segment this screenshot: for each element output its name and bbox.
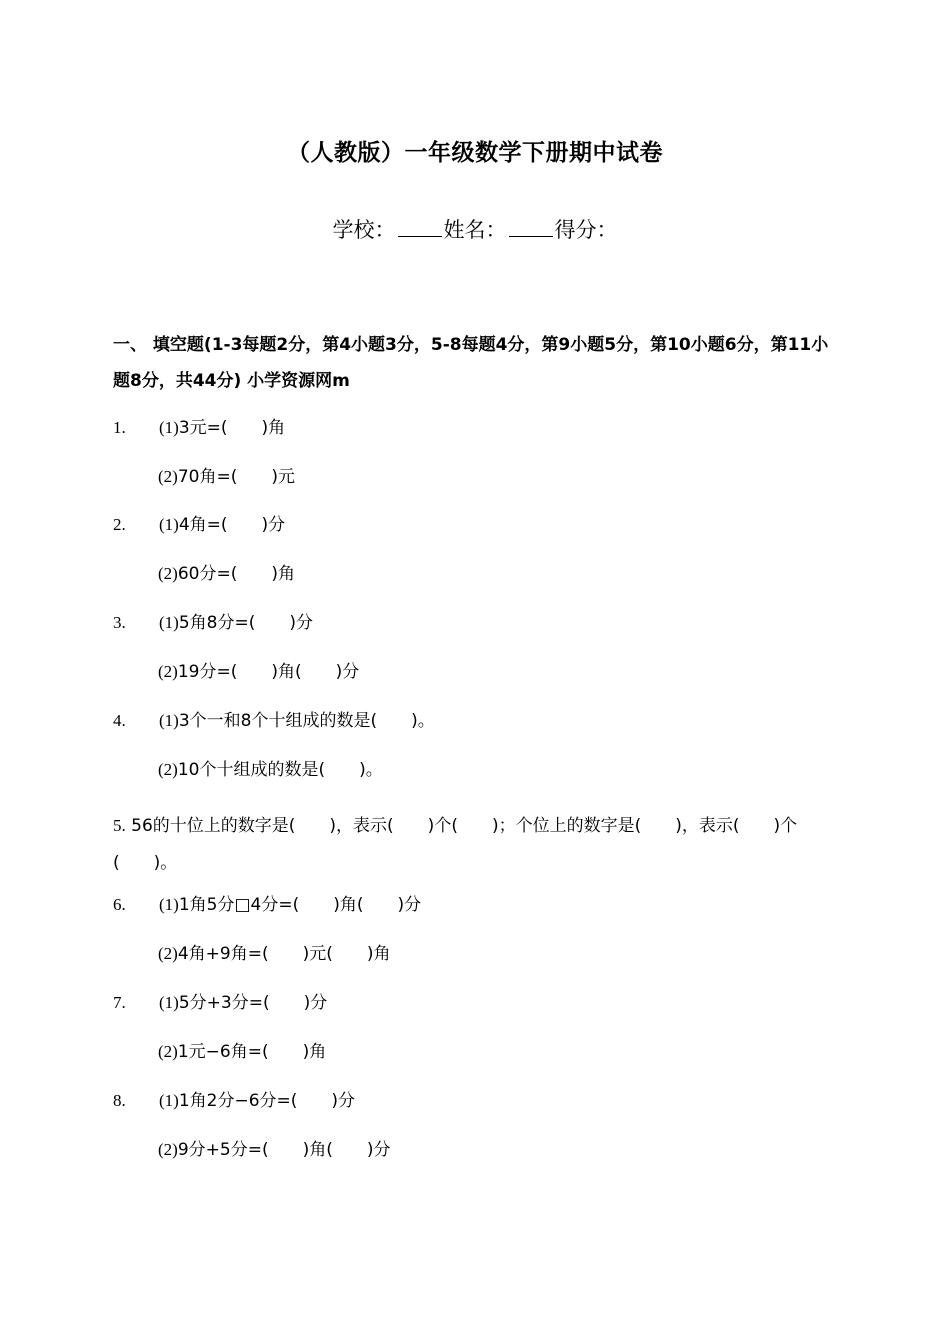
question-6-part-2 [158,942,390,966]
question-3-part-1 [113,611,313,635]
question-number: 2. [113,515,126,534]
part-text: 10个十组成的数是( )。 [177,760,383,780]
part-text: 5分+3分=( )分 [178,993,328,1013]
part-label: (2) [158,760,178,779]
part-text: 3个一和8个十组成的数是( )。 [178,711,435,731]
part-label: (1) [159,711,179,730]
section-heading: 一、 填空题(1-3每题2分，第4小题3分，5-8每题4分，第9小题5分，第10小题6分，第11小题8分，共44分) 小学资源网m [113,335,829,391]
name-label: 姓名： [443,218,507,242]
part-text: 1角5分□4分=( )角( )分 [178,895,422,915]
question-7-part-2 [158,1040,326,1064]
part-label: (1) [159,418,179,437]
part-text: 1元−6角=( )角 [177,1042,327,1062]
name-blank [509,214,553,237]
part-text: 3元=( )角 [178,418,286,438]
question-text: 56的十位上的数字是( )，表示( )个( )；个位上的数字是( )，表示( )个( )。 [113,816,798,873]
question-number: 7. [113,993,126,1012]
question-number: 5. [113,816,126,835]
question-number: 4. [113,711,126,730]
question-2-part-1 [113,513,285,537]
part-label: (1) [159,895,179,914]
question-1-part-2 [158,465,295,489]
part-label: (1) [159,993,179,1012]
part-label: (2) [158,1140,178,1159]
part-text: 4角+9角=( )元( )角 [177,944,391,964]
part-label: (2) [158,1042,178,1061]
school-label: 学校： [332,218,396,242]
question-7-part-1 [113,991,327,1015]
school-blank [398,214,442,237]
question-number: 3. [113,613,126,632]
question-1-part-1 [113,416,285,440]
question-number: 6. [113,895,126,914]
part-label: (2) [158,467,178,486]
part-label: (1) [159,515,179,534]
question-8-part-1 [113,1089,355,1113]
score-label: 得分： [554,218,618,242]
question-2-part-2 [158,562,295,586]
part-label: (2) [158,564,178,583]
part-label: (1) [159,613,179,632]
question-4-part-1 [113,709,435,733]
question-6-part-1 [113,893,421,917]
part-text: 5角8分=( )分 [178,613,313,633]
part-text: 19分=( )角( )分 [177,662,360,682]
part-label: (2) [158,944,178,963]
part-text: 1角2分−6分=( )分 [178,1091,356,1111]
question-5 [113,807,843,882]
question-4-part-2 [158,758,383,782]
part-label: (1) [159,1091,179,1110]
question-8-part-2 [158,1138,390,1162]
part-text: 9分+5分=( )角( )分 [177,1140,391,1160]
part-text: 4角=( )分 [178,515,286,535]
page-title: （人教版）一年级数学下册期中试卷 [287,140,663,166]
part-label: (2) [158,662,178,681]
student-info-line [0,214,950,246]
question-3-part-2 [158,660,359,684]
question-number: 8. [113,1091,126,1110]
question-number: 1. [113,418,126,437]
part-text: 60分=( )角 [177,564,295,584]
part-text: 70角=( )元 [177,467,295,487]
